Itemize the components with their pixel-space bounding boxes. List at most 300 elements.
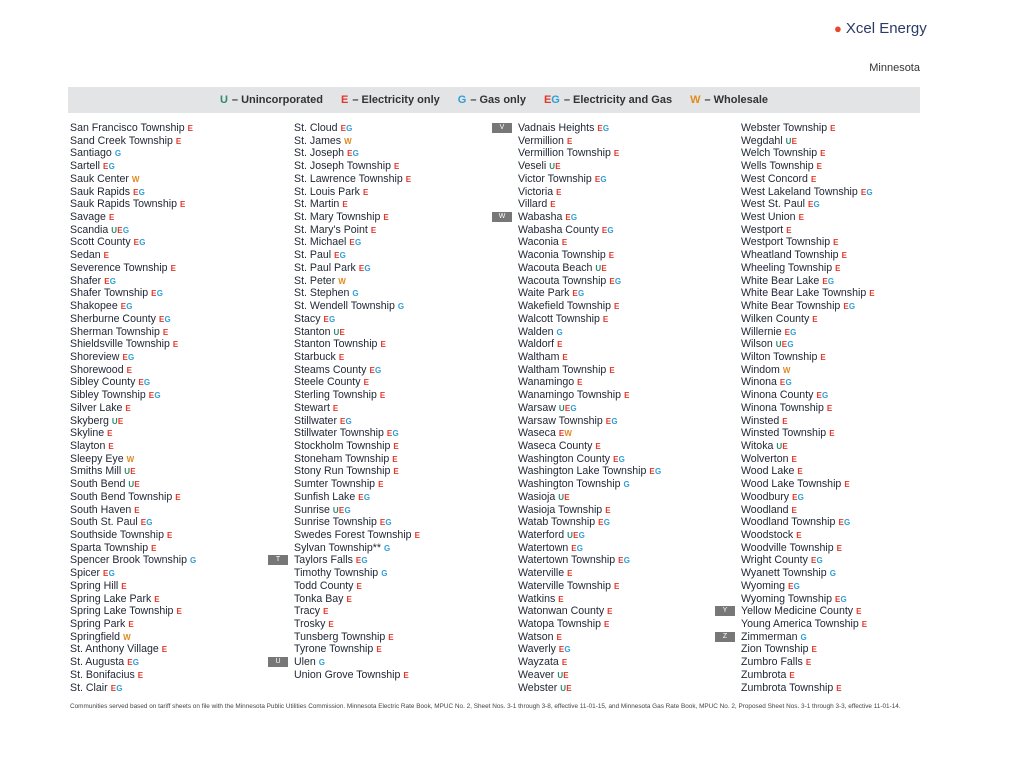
community-entry (518, 542, 661, 555)
service-code: E (388, 632, 394, 642)
community-entry (294, 389, 420, 402)
community-entry (741, 643, 875, 656)
legend-item (341, 94, 440, 106)
service-code: E (328, 620, 334, 630)
footnote: Communities served based on tariff sheets on file with the Minnesota Public Utilities Commission. Minnesota Electric Rate Book, MPUC No. 2, Sheet Nos. 3-1 through 3-8, effective 11-01-15, and Minnesota Gas Rate Book, MPUC No. 2, Proposed Sheet Nos. 3-1 through 3-3, effective 11-01-14. (70, 703, 901, 710)
community-name: Young America Township (741, 618, 859, 631)
service-code: E (370, 225, 377, 235)
community-name: Waterford (518, 529, 565, 541)
community-entry (741, 682, 875, 695)
service-code: E (562, 352, 568, 362)
service-code: UE (785, 136, 798, 146)
community-name: Sunrise Township (294, 516, 377, 529)
service-code: E (170, 263, 177, 273)
service-code: EG (605, 416, 618, 426)
service-code: EG (386, 429, 399, 439)
service-code: E (861, 620, 868, 630)
service-code: E (128, 620, 134, 630)
service-code: EG (788, 581, 801, 591)
community-entry (518, 415, 661, 428)
community-entry (70, 376, 196, 389)
community-entry (518, 364, 661, 377)
service-code: E (376, 645, 382, 655)
community-name: Vermillion (518, 134, 564, 147)
community-name: Warsaw Township (518, 414, 603, 427)
community-entry (294, 364, 420, 377)
service-code: E (609, 365, 615, 375)
community-name: Sumter Township (294, 478, 376, 491)
service-code: G (383, 543, 391, 553)
service-code: E (624, 391, 630, 401)
community-name: Windom (741, 363, 780, 376)
community-name: Washington County (518, 452, 611, 465)
community-name: Union Grove Township (294, 668, 401, 681)
community-name: Wanamingo Township (518, 389, 622, 402)
service-code: UE (111, 416, 124, 426)
community-entry (518, 529, 661, 542)
community-name: Waite Park (518, 287, 570, 300)
community-name: Woodstock (741, 529, 794, 541)
service-code: E (125, 403, 131, 413)
legend-text: – Electricity and Gas (563, 94, 673, 106)
community-name: St. Wendell Township (294, 300, 395, 313)
service-code: E (841, 251, 848, 261)
community-entry (741, 465, 875, 478)
legend-bar (68, 87, 920, 113)
community-entry (275, 656, 420, 669)
service-code: E (393, 467, 399, 477)
service-code: EG (133, 187, 146, 197)
community-entry (741, 135, 875, 148)
community-entry (294, 618, 420, 631)
community-name: Wood Lake Township (741, 478, 842, 491)
community-name: Winona County (741, 389, 814, 402)
community-name: White Bear Township (741, 300, 841, 313)
community-name: Waconia (518, 236, 559, 249)
community-name: Shorewood (70, 363, 124, 376)
community-entry (518, 249, 661, 262)
service-code: EG (358, 492, 371, 502)
community-entry (741, 402, 875, 415)
community-entry (518, 224, 661, 237)
community-name: Wolverton (741, 452, 789, 465)
service-code: E (844, 480, 850, 490)
community-name: Yellow Medicine County (741, 605, 854, 618)
community-name: Spring Park (70, 618, 126, 631)
community-entry (518, 173, 661, 186)
community-entry (518, 682, 661, 695)
service-code: UE (558, 492, 570, 502)
community-name: Wood Lake (741, 465, 795, 478)
community-entry (741, 122, 875, 135)
community-entry (294, 249, 420, 262)
community-name: St. Joseph Township (294, 160, 391, 173)
service-code: E (380, 340, 386, 350)
community-entry (70, 427, 196, 440)
letter-marker: V (492, 123, 512, 133)
community-entry (518, 504, 661, 517)
community-entry (70, 326, 196, 339)
community-entry (70, 415, 196, 428)
service-code: E (187, 124, 194, 133)
community-name: Washington Township (518, 478, 621, 491)
service-code: E (835, 263, 841, 273)
community-entry (518, 262, 661, 275)
community-name: Stewart (294, 401, 330, 414)
community-entry (294, 593, 420, 606)
community-entry (294, 631, 420, 644)
service-code: EG (110, 683, 123, 693)
community-entry (70, 656, 196, 669)
service-code: E (107, 429, 113, 439)
community-entry (518, 440, 661, 453)
community-name: Winsted Township (741, 427, 827, 440)
service-code: EG (140, 518, 153, 528)
service-code: E (789, 670, 795, 680)
service-code: EG (104, 276, 117, 286)
community-column (498, 122, 662, 694)
community-name: Wegdahl (741, 134, 783, 147)
community-name: Stoneham Township (294, 452, 390, 465)
community-entry (70, 186, 196, 199)
community-name: Trosky (294, 618, 326, 631)
community-name: Wheatland Township (741, 249, 839, 262)
legend-code: G (457, 94, 467, 106)
community-name: Wyanett Township (741, 567, 827, 580)
community-name: Warsaw (518, 401, 556, 414)
community-entry (294, 669, 420, 682)
service-code: G (190, 556, 197, 566)
community-name: Skyline (70, 427, 105, 440)
service-code: EG (558, 645, 571, 655)
community-name: St. Martin (294, 198, 340, 211)
community-entry (294, 224, 420, 237)
community-entry (294, 160, 420, 173)
service-code: EG (816, 391, 829, 401)
service-code: E (175, 492, 181, 502)
service-code: UE (128, 480, 140, 490)
community-entry (741, 198, 875, 211)
community-entry (70, 122, 196, 135)
community-name: Waconia Township (518, 249, 606, 262)
community-name: White Bear Lake (741, 274, 820, 287)
service-code: E (561, 658, 568, 668)
community-entry (741, 440, 875, 453)
community-name: Shakopee (70, 300, 118, 313)
community-entry (70, 198, 196, 211)
community-name: Severence Township (70, 261, 168, 274)
community-entry (518, 236, 661, 249)
community-name: Watonwan County (518, 605, 605, 618)
service-code: EG (349, 238, 362, 248)
community-name: Spencer Brook Township (70, 554, 187, 567)
service-code: E (323, 607, 329, 617)
service-code: EG (843, 302, 856, 312)
community-entry (70, 440, 196, 453)
community-name: Tonka Bay (294, 592, 344, 605)
service-code: E (172, 340, 179, 350)
service-code: EG (138, 378, 151, 388)
community-name: St. Louis Park (294, 185, 360, 198)
community-entry (741, 351, 875, 364)
community-name: Woodland Township (741, 516, 836, 529)
service-code: EG (810, 556, 823, 566)
community-entry (70, 682, 196, 695)
community-entry (518, 669, 661, 682)
community-name: Wyoming Township (741, 592, 832, 605)
service-code: E (566, 136, 573, 146)
service-code: E (126, 365, 133, 375)
community-name: Watertown Township (518, 554, 616, 567)
community-entry (294, 580, 420, 593)
service-code: EG (355, 556, 368, 566)
service-code: E (403, 670, 409, 680)
service-code: E (103, 251, 110, 261)
community-name: Todd County (294, 579, 354, 592)
service-code: E (805, 658, 812, 668)
community-name: Waseca (518, 427, 556, 440)
community-name: Wanamingo (518, 376, 575, 389)
community-name: Sleepy Eye (70, 452, 124, 465)
service-code: E (602, 314, 609, 324)
community-name: Smiths Mill (70, 465, 122, 478)
community-name: Wyoming (741, 579, 786, 592)
community-entry (741, 554, 875, 567)
service-code: E (558, 594, 564, 604)
service-code: E (414, 531, 421, 540)
community-name: Waterville (518, 567, 565, 580)
community-name: Stanton Township (294, 338, 378, 351)
service-code: UE (333, 327, 346, 337)
service-code: EG (613, 454, 626, 464)
community-entry (70, 160, 196, 173)
community-entry (741, 427, 875, 440)
community-entry (741, 656, 875, 669)
community-entry (499, 122, 661, 135)
service-code: E (567, 569, 573, 579)
community-entry (294, 135, 420, 148)
community-name: South St. Paul (70, 516, 138, 529)
community-name: Sauk Rapids Township (70, 198, 177, 211)
community-name: Timothy Township (294, 567, 379, 580)
service-code: E (179, 200, 186, 210)
community-name: Sand Creek Township (70, 134, 173, 147)
service-code: EG (601, 225, 614, 235)
community-name: Slayton (70, 439, 106, 452)
community-entry (70, 173, 196, 186)
community-name: Sunfish Lake (294, 490, 356, 503)
service-code: E (798, 213, 805, 223)
community-entry (518, 605, 661, 618)
service-code: UE (595, 263, 607, 273)
community-name: West Union (741, 211, 796, 224)
service-code: E (605, 505, 611, 515)
service-code: UEG (111, 225, 130, 235)
service-code: E (393, 162, 400, 172)
community-name: Wasioja Township (518, 503, 603, 516)
service-code: E (346, 594, 353, 604)
community-entry (294, 147, 420, 160)
legend-item (220, 94, 323, 106)
community-name: Vadnais Heights (518, 122, 595, 134)
service-code: EG (838, 518, 851, 528)
community-name: Waseca County (518, 439, 593, 452)
service-code: EG (598, 518, 611, 528)
community-entry (518, 326, 661, 339)
community-entry (518, 186, 661, 199)
service-code: W (123, 632, 131, 642)
community-entry (741, 338, 875, 351)
community-column (275, 122, 421, 682)
community-entry (741, 262, 875, 275)
community-entry (518, 453, 661, 466)
service-code: G (381, 569, 388, 579)
service-code: UEG (567, 531, 586, 540)
community-name: Welch Township (741, 147, 818, 160)
community-name: Zumbrota (741, 668, 787, 681)
community-name: Veseli (518, 160, 547, 173)
community-entry (741, 376, 875, 389)
community-entry (518, 593, 661, 606)
community-entry (70, 147, 196, 160)
service-code: E (856, 607, 862, 617)
community-name: South Bend Township (70, 490, 173, 503)
service-code: E (356, 581, 363, 591)
community-entry (518, 643, 661, 656)
community-name: Watopa Township (518, 618, 602, 631)
community-name: Wasioja (518, 490, 556, 503)
service-code: G (352, 289, 359, 299)
community-name: Taylors Falls (294, 554, 353, 567)
community-name: Watab Township (518, 516, 596, 529)
service-code: E (869, 289, 875, 299)
service-code: E (363, 378, 370, 388)
community-entry (518, 427, 661, 440)
service-code: EG (347, 149, 360, 159)
community-name: Ulen (294, 656, 316, 669)
community-entry (741, 147, 875, 160)
community-entry (70, 669, 196, 682)
service-code: EG (807, 200, 820, 210)
community-name: Zimmerman (741, 630, 798, 643)
service-code: E (342, 200, 348, 210)
community-entry (518, 465, 661, 478)
community-name: Spring Lake Park (70, 592, 152, 605)
community-entry (741, 313, 875, 326)
community-entry (70, 567, 196, 580)
service-code: EG (103, 162, 116, 172)
community-name: Shieldsville Township (70, 338, 170, 351)
community-entry (518, 402, 661, 415)
service-code: EG (334, 251, 347, 261)
community-entry (741, 542, 875, 555)
state-title: Minnesota (869, 62, 920, 74)
service-code: W (782, 365, 791, 375)
community-entry (518, 198, 661, 211)
community-name: St. Augusta (70, 656, 125, 669)
service-code: UE (560, 683, 572, 693)
community-name: Scott County (70, 236, 131, 249)
community-name: Sibley County (70, 376, 136, 389)
service-code: E (550, 200, 556, 210)
letter-marker: Z (715, 632, 735, 642)
community-name: St. Paul (294, 249, 332, 262)
community-entry (70, 224, 196, 237)
legend-text: – Unincorporated (231, 94, 323, 106)
community-entry (294, 605, 420, 618)
community-name: Wayzata (518, 656, 559, 669)
service-code: G (318, 658, 326, 668)
letter-marker: T (268, 555, 288, 565)
community-name: White Bear Lake Township (741, 287, 867, 300)
community-name: Stony Run Township (294, 465, 391, 478)
service-code: E (607, 607, 613, 617)
service-code: EG (122, 352, 135, 362)
service-code: E (595, 441, 601, 451)
community-entry (294, 326, 420, 339)
service-code: E (162, 327, 169, 337)
legend-text: – Wholesale (704, 94, 769, 106)
community-entry (70, 580, 196, 593)
community-name: Sauk Center (70, 172, 129, 185)
community-entry (70, 249, 196, 262)
community-name: St. Stephen (294, 287, 350, 300)
community-name: Spring Hill (70, 579, 119, 592)
community-name: Wilken County (741, 312, 810, 325)
community-entry (518, 300, 661, 313)
community-name: Winona Township (741, 401, 824, 414)
community-entry (741, 389, 875, 402)
service-code: W (344, 136, 352, 146)
community-entry (294, 300, 420, 313)
community-name: St. Mary Township (294, 211, 381, 224)
service-code: EG (822, 276, 835, 286)
community-name: Winsted (741, 414, 780, 427)
legend-text: – Electricity only (352, 94, 440, 106)
community-entry (294, 376, 420, 389)
community-name: Southside Township (70, 529, 165, 541)
community-entry (741, 529, 875, 542)
service-code: G (114, 149, 122, 159)
service-code: E (154, 594, 160, 604)
community-name: Wilson (741, 338, 773, 351)
community-name: South Bend (70, 478, 126, 491)
service-code: E (392, 454, 398, 464)
community-entry (741, 364, 875, 377)
service-code: E (829, 429, 835, 439)
community-name: Wright County (741, 554, 808, 567)
community-entry (294, 211, 420, 224)
community-name: Webster Township (741, 122, 828, 134)
community-name: Sauk Rapids (70, 185, 131, 198)
community-entry (70, 478, 196, 491)
community-name: Zion Township (741, 643, 809, 656)
service-code: E (816, 162, 823, 172)
community-name: Victoria (518, 185, 554, 198)
community-name: St. Paul Park (294, 261, 356, 274)
community-entry (70, 313, 196, 326)
community-name: Stockholm Township (294, 439, 391, 452)
service-code: E (791, 505, 798, 515)
service-code: E (613, 149, 620, 159)
service-code: EG (565, 213, 578, 223)
service-code: EG (120, 302, 133, 312)
community-name: Sunrise (294, 503, 330, 516)
community-entry (741, 249, 875, 262)
service-code: EG (597, 124, 610, 133)
community-entry (70, 542, 196, 555)
community-name: Watson (518, 630, 554, 643)
